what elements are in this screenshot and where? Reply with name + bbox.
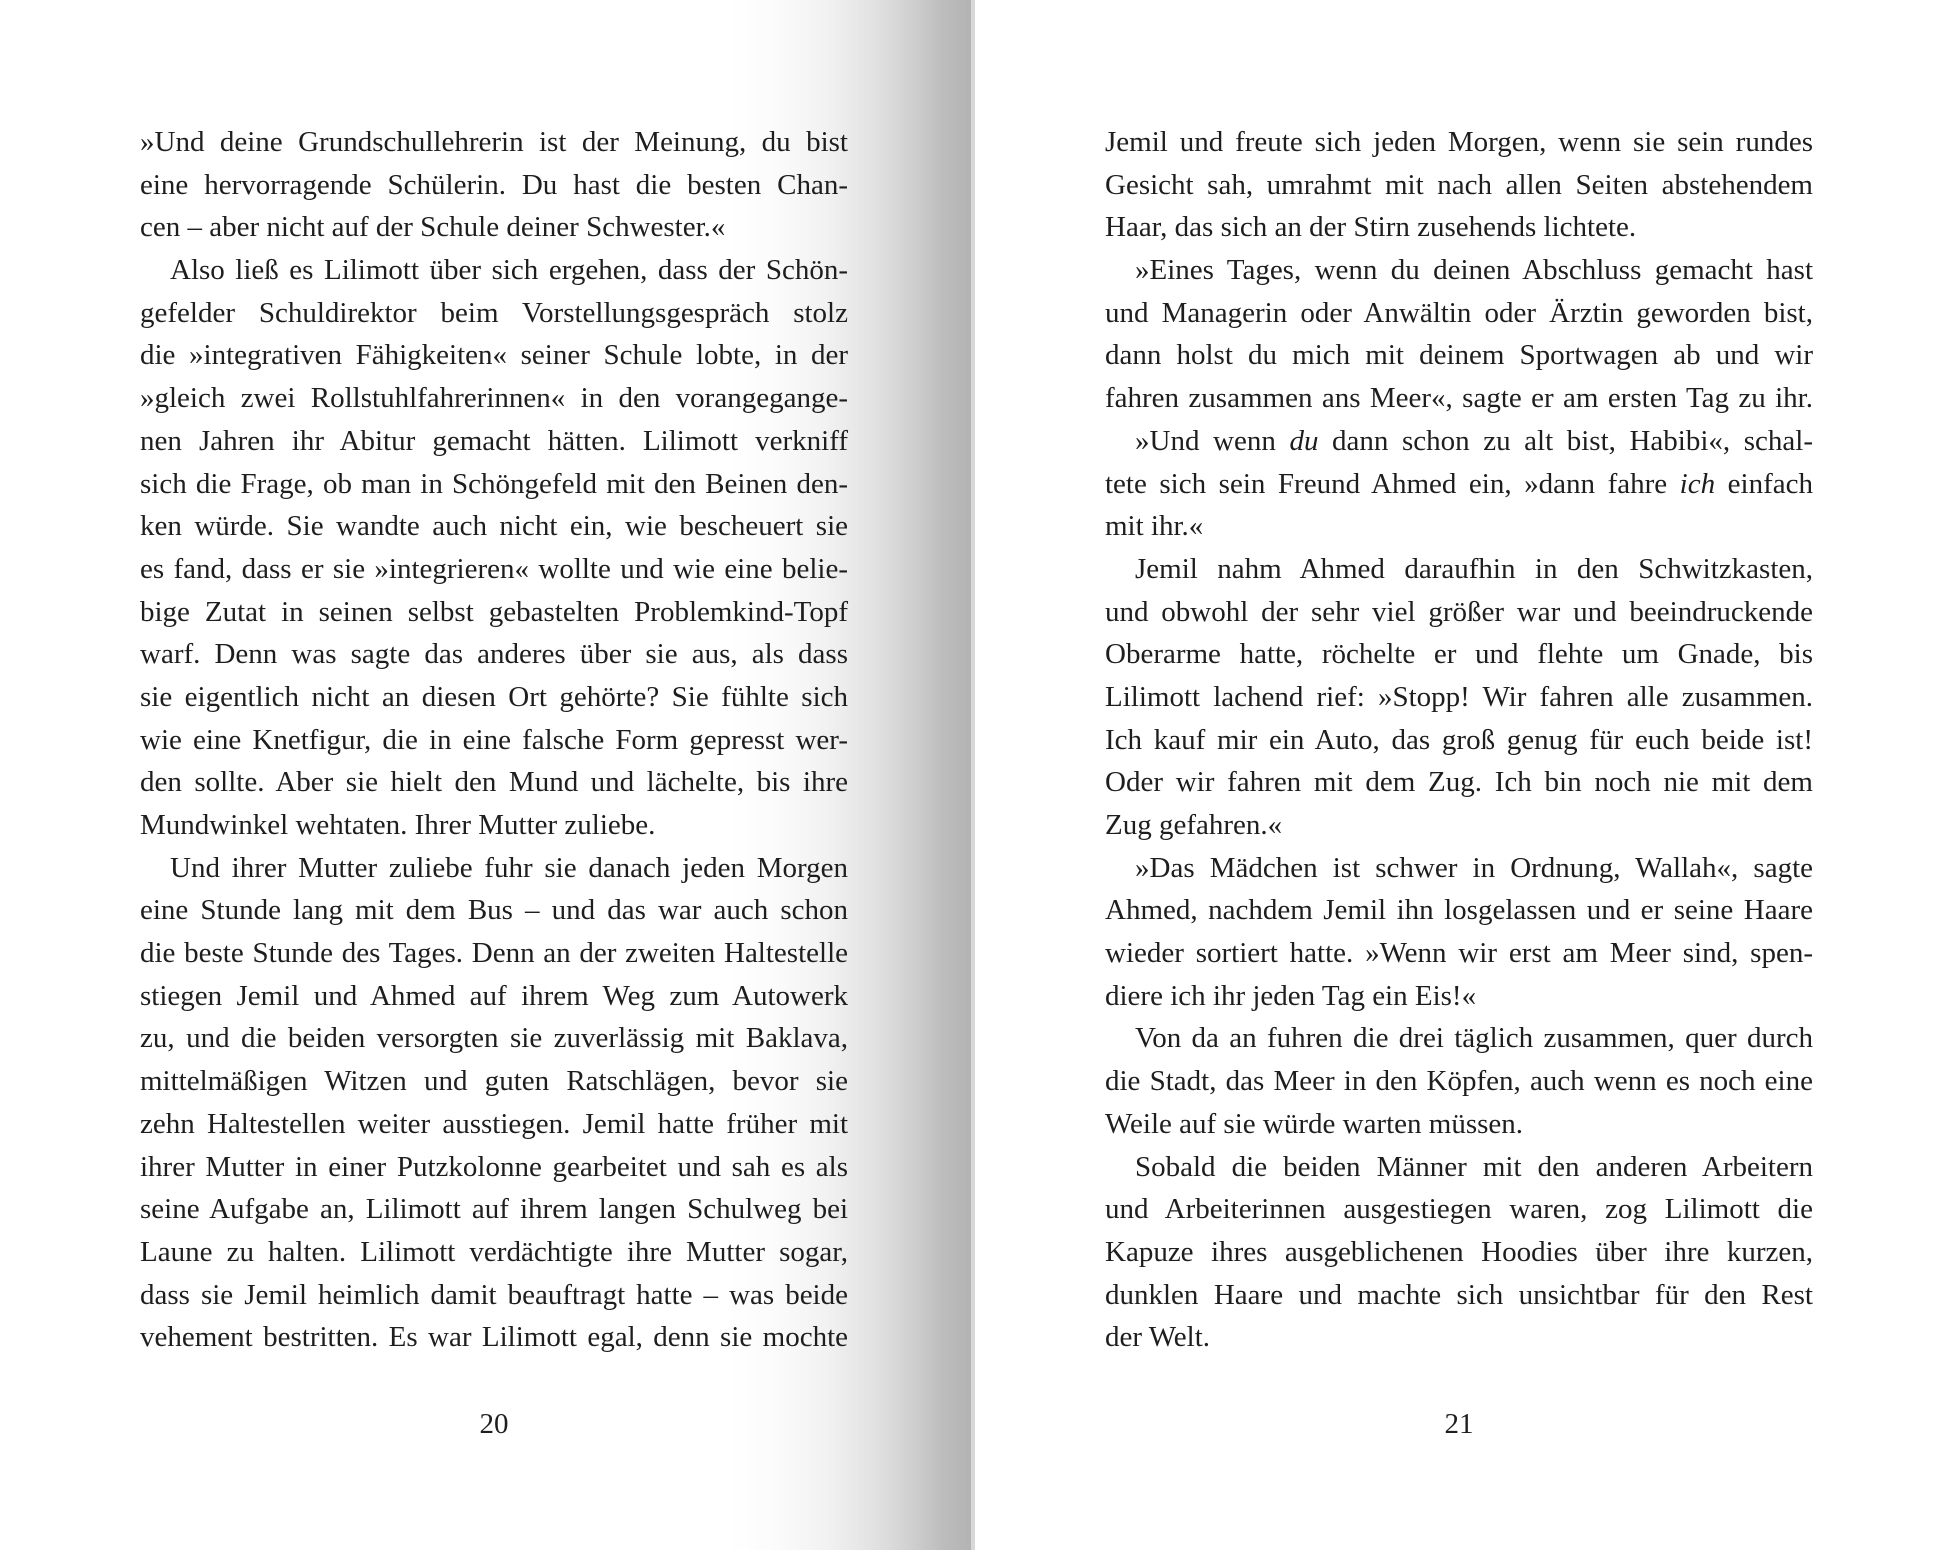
text-line: sie eigentlich nicht an diesen Ort gehörte? Sie fühlte sich — [140, 680, 848, 713]
right-page-text — [1105, 121, 1813, 1359]
text-line: mittelmäßigen Witzen und guten Ratschlägen, bevor sie — [140, 1065, 848, 1098]
right-page — [975, 0, 1946, 1550]
text-line: »gleich zwei Rollstuhlfahrerinnen« in den vorangegange- — [140, 382, 848, 415]
text-line: und obwohl der sehr viel größer war und beeindruckende — [1105, 595, 1813, 628]
text-line: Jemil und freute sich jeden Morgen, wenn sie sein rundes — [1105, 126, 1813, 158]
text-line: Oberarme hatte, röchelte er und flehte um Gnade, bis — [1105, 638, 1813, 671]
text-line: Haar, das sich an der Stirn zusehends lichtete. — [1105, 211, 1637, 244]
text-line: Lilimott lachend rief: »Stopp! Wir fahren alle zusammen. — [1105, 680, 1813, 713]
text-line: Kapuze ihres ausgeblichenen Hoodies über ihre kurzen, — [1105, 1235, 1813, 1268]
left-page-text — [140, 121, 848, 1359]
text-line: Mundwinkel wehtaten. Ihrer Mutter zuliebe. — [140, 809, 656, 841]
text-line: sich die Frage, ob man in Schöngefeld mit den Beinen den- — [140, 467, 848, 500]
text-line: Ich kauf mir ein Auto, das groß genug für euch beide ist! — [1105, 723, 1813, 756]
text-line: warf. Denn was sagte das anderes über sie aus, als dass — [140, 638, 848, 671]
text-line: wieder sortiert hatte. »Wenn wir erst am Meer sind, spen- — [1105, 937, 1813, 970]
text-line: der Welt. — [1105, 1321, 1211, 1354]
left-page — [0, 0, 971, 1550]
text-line: ken würde. Sie wandte auch nicht ein, wie bescheuert sie — [140, 510, 848, 543]
text-line: eine Stunde lang mit dem Bus – und das war auch schon — [140, 894, 848, 927]
text-line: vehement bestritten. Es war Lilimott egal, denn sie mochte — [140, 1321, 848, 1354]
text-line: cen – aber nicht auf der Schule deiner Schwester.« — [140, 211, 726, 244]
text-line: Ahmed, nachdem Jemil ihn losgelassen und er seine Haare — [1105, 894, 1813, 927]
text-line: Jemil nahm Ahmed daraufhin in den Schwitzkasten, — [1135, 552, 1813, 585]
text-line: Weile auf sie würde warten müssen. — [1105, 1107, 1524, 1140]
text-line: fahren zusammen ans Meer«, sagte er am ersten Tag zu ihr. — [1105, 382, 1813, 415]
text-line: wie eine Knetfigur, die in eine falsche Form gepresst wer- — [140, 723, 848, 756]
text-line: diere ich ihr jeden Tag ein Eis!« — [1105, 979, 1477, 1012]
text-line: zu, und die beiden versorgten sie zuverlässig mit Baklava, — [140, 1022, 848, 1055]
text-line: und Arbeiterinnen ausgestiegen waren, zog Lilimott die — [1105, 1193, 1813, 1226]
text-line: tete sich sein Freund Ahmed ein, »dann fahre ich einfach — [1105, 467, 1813, 500]
text-line: die beste Stunde des Tages. Denn an der zweiten Haltestelle — [140, 937, 848, 970]
text-line: dass sie Jemil heimlich damit beauftragt hatte – was beide — [140, 1278, 848, 1311]
text-line: nen Jahren ihr Abitur gemacht hätten. Lilimott verkniff — [140, 424, 848, 457]
text-line: die Stadt, das Meer in den Köpfen, auch wenn es noch eine — [1105, 1065, 1813, 1098]
text-line: Gesicht sah, umrahmt mit nach allen Seiten abstehendem — [1105, 168, 1813, 201]
text-line: Laune zu halten. Lilimott verdächtigte ihre Mutter sogar, — [140, 1235, 848, 1268]
text-line: »Das Mädchen ist schwer in Ordnung, Wallah«, sagte — [1135, 851, 1813, 884]
text-line: Oder wir fahren mit dem Zug. Ich bin noch nie mit dem — [1105, 766, 1813, 799]
text-line: »Eines Tages, wenn du deinen Abschluss gemacht hast — [1135, 254, 1813, 287]
text-line: dann holst du mich mit deinem Sportwagen ab und wir — [1105, 339, 1813, 372]
text-line: bige Zutat in seinen selbst gebastelten Problemkind-Topf — [140, 595, 848, 628]
text-line: und Managerin oder Anwältin oder Ärztin geworden bist, — [1105, 296, 1813, 329]
text-line: gefelder Schuldirektor beim Vorstellungsgespräch stolz — [140, 296, 848, 329]
text-line: eine hervorragende Schülerin. Du hast die besten Chan- — [140, 168, 848, 201]
text-line: ihrer Mutter in einer Putzkolonne gearbeitet und sah es als — [140, 1150, 848, 1183]
text-line: »Und deine Grundschullehrerin ist der Meinung, du bist — [140, 126, 848, 158]
text-line: Sobald die beiden Männer mit den anderen Arbeitern — [1135, 1150, 1813, 1183]
text-line: Und ihrer Mutter zuliebe fuhr sie danach jeden Morgen — [170, 851, 848, 884]
page-number: 20 — [479, 1408, 509, 1440]
text-line: »Und wenn du dann schon zu alt bist, Habibi«, schal- — [1135, 424, 1813, 457]
text-line: es fand, dass er sie »integrieren« wollte und wie eine belie- — [140, 552, 848, 585]
text-line: stiegen Jemil und Ahmed auf ihrem Weg zum Autowerk — [140, 979, 848, 1012]
text-line: Von da an fuhren die drei täglich zusammen, quer durch — [1135, 1022, 1813, 1055]
page-number: 21 — [1444, 1408, 1474, 1440]
text-line: zehn Haltestellen weiter ausstiegen. Jemil hatte früher mit — [140, 1107, 848, 1140]
text-line: die »integrativen Fähigkeiten« seiner Schule lobte, in der — [140, 339, 848, 372]
text-line: dunklen Haare und machte sich unsichtbar für den Rest — [1105, 1278, 1813, 1311]
text-line: den sollte. Aber sie hielt den Mund und lächelte, bis ihre — [140, 766, 848, 799]
text-line: mit ihr.« — [1105, 510, 1204, 543]
text-line: Also ließ es Lilimott über sich ergehen, dass der Schön- — [170, 254, 848, 287]
text-line: Zug gefahren.« — [1105, 809, 1283, 841]
text-line: seine Aufgabe an, Lilimott auf ihrem langen Schulweg bei — [140, 1193, 848, 1226]
